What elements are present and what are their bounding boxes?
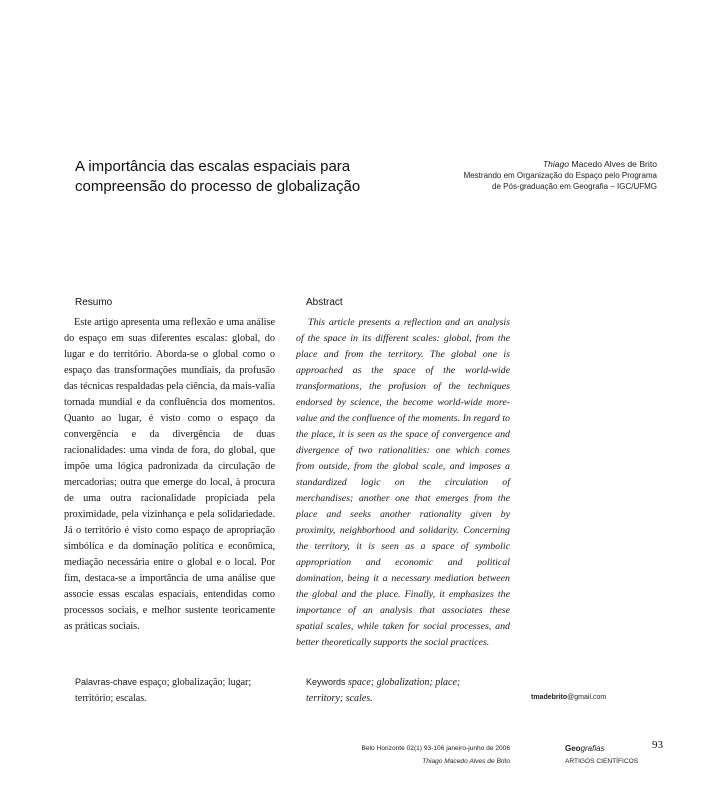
resumo-body: Este artigo apresenta uma reflexão e uma análise do espaço em suas diferentes escalas: global, do lugar e do território. Aborda-se o global como o espaço das transformações mundiais, da profusão das técnicas respaldadas pela ciência, da mais-valia tornada mundial e da confluência dos momentos. Quanto ao lugar, é visto como o espaço da convergência e da divergência de duas racionalidades: uma vinda de fora, do global, que impõe uma lógica padronizada da circulação de mercadorias; outra que emerge do local, à procura de uma outra racionalidade propiciada pela proximidade, pela vizinhança e pela solidariedade. Já o território é visto como espaço de apropriação simbólica e da dominação política e econômica, mediação necessária entre o global e o local. Por fim, destaca-se a importância de uma análise que associe essas escalas espaciais, entendidas como processos sociais, e melhor sustente teoricamente as práticas sociais. [64,317,275,632]
keywords-pt-values: espaço; globalização; lugar; território; escalas. [75,677,252,704]
author-surname: Macedo Alves de Brito [571,159,657,169]
keywords-en [306,674,481,707]
abstract-heading: Abstract [306,297,343,308]
email-user: tmadebrito [531,694,568,701]
article-title: A importância das escalas espaciais para compreensão do processo de globalização [75,158,361,195]
journal-name [565,742,665,755]
keywords-pt [75,674,275,707]
affiliation-line-1: Mestrando em Organização do Espaço pelo Programa [463,171,657,180]
author-block [410,159,657,192]
author-email[interactable] [531,694,606,701]
author-first-name: Thiago [542,159,570,169]
footer-author: Thiago Macedo Alves de Brito [422,758,510,765]
footer-citation-block [340,742,510,768]
resumo-heading: Resumo [75,297,113,308]
author-name [410,159,657,170]
footer-journal-block [565,742,665,768]
abstract-body: This article presents a reflection and an analysis of the space in its different scales: global, from the place and from the territory. The global one is approached as the space of the world-wide transformations, the profusion of the techniques endorsed by science, the become world-wide more-value and the confluence of the moments. In regard to the place, it is seen as the space of convergence and divergence of two rationalities: one which comes from outside, from the global scale, and imposes a standardized logic on the circulation of merchandises; another one that emerges from the place and seeks another rationality given by proximity, neighborhood and solidarity. Concerning the territory, it is seen as a space of symbolic appropriation and economic and political domination, being it a necessary mediation between the global and the place. Finally, it emphasizes the importance of an analysis that associates these spatial scales, while taken for social processes, and better theoretically supports the social practices. [296,317,510,648]
keywords-en-values: space; globalization; place; territory; scales. [306,677,461,704]
journal-name-part2: grafias [580,744,605,753]
journal-name-part1: Geo [565,744,581,753]
page-number: 93 [652,739,663,751]
affiliation-line-2: de Pós-graduação em Geografia – IGC/UFMG [492,182,657,191]
email-domain: @gmail.com [567,694,607,701]
keywords-pt-label: Palavras-chave [75,677,138,687]
footer-citation: Belo Horizonte 02(1) 93-106 janeiro-junho de 2006 [361,745,510,752]
keywords-en-label: Keywords [306,677,346,687]
journal-section: ARTIGOS CIENTÍFICOS [565,758,639,765]
